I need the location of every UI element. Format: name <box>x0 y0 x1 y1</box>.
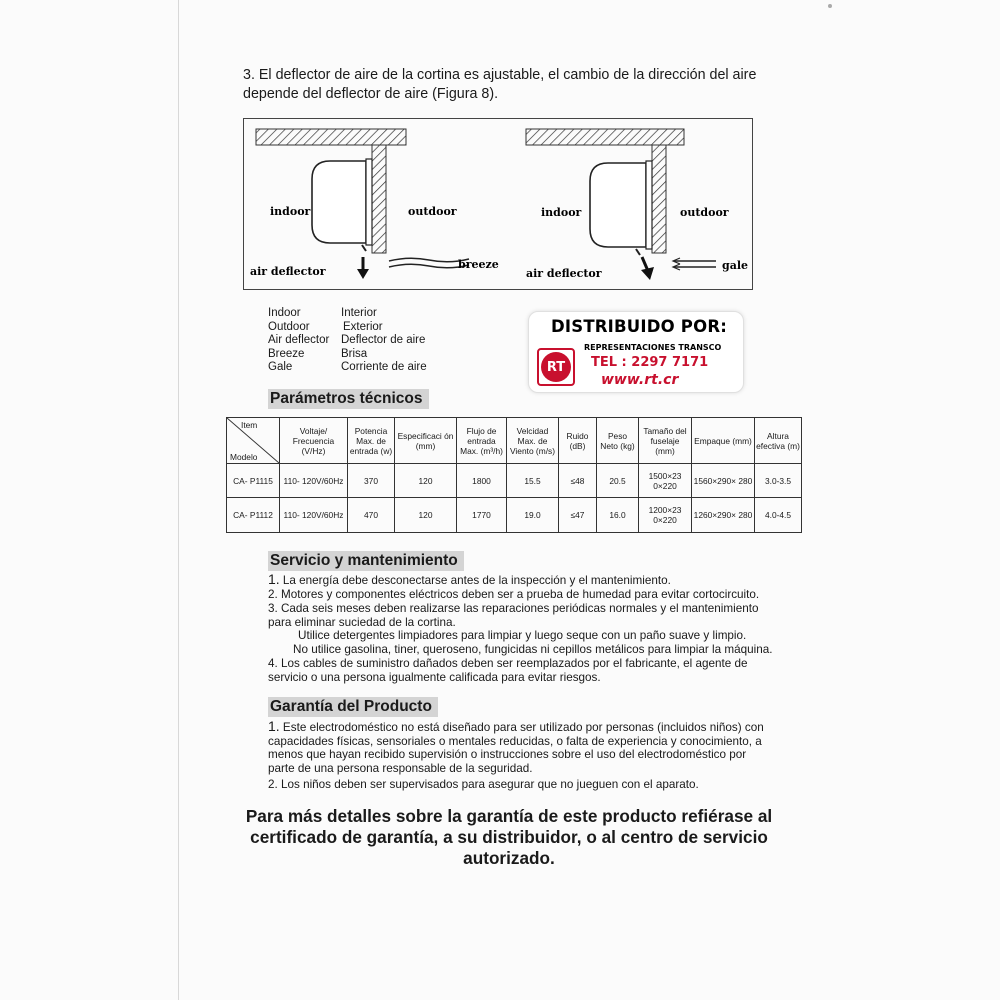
table-header: Peso Neto (kg) <box>597 418 639 464</box>
service-heading: Servicio y mantenimiento <box>268 551 464 571</box>
label-indoor-right: indoor <box>541 206 582 219</box>
service-item-2: 2. Motores y componentes eléctricos deben ser a prueba de humedad para evitar cortocircuito. <box>268 588 760 601</box>
table-header: Flujo de entrada Max. (m³/h) <box>457 418 507 464</box>
right-diagram <box>526 129 748 280</box>
table-header: Ruido (dB) <box>559 418 597 464</box>
table-cell: 4.0-4.5 <box>755 498 802 533</box>
service-item-3-sub-1: Utilice detergentes limpiadores para limpiar y luego seque con un paño suave y limpio. <box>298 629 747 642</box>
table-cell: 1260×290× 280 <box>692 498 755 533</box>
air-curtain-unit <box>312 161 366 243</box>
table-cell: 16.0 <box>597 498 639 533</box>
table-header: Especificaci ón (mm) <box>395 418 457 464</box>
breeze-lines <box>389 258 469 268</box>
service-item-3: 3. Cada seis meses deben realizarse las reparaciones periódicas normales y el mantenimiento para eliminar suciedad de la cortina. <box>268 602 759 629</box>
table-header: Altura efectiva (m) <box>755 418 802 464</box>
label-air-deflector-right: air deflector <box>526 267 602 280</box>
distributor-sticker <box>528 311 744 393</box>
legend-row: Outdoor Exterior <box>268 320 383 333</box>
distributor-phone: TEL : 2297 7171 <box>591 355 709 370</box>
page-mark <box>828 4 832 8</box>
table-header: Velcidad Max. de Viento (m/s) <box>507 418 559 464</box>
service-item-3-sub-2: No utilice gasolina, tiner, queroseno, fungicidas ni cepillos metálicos para limpiar la máquina. <box>293 643 773 656</box>
table-cell: 1200×23 0×220 <box>639 498 692 533</box>
table-cell: 110- 120V/60Hz <box>280 464 348 498</box>
params-heading: Parámetros técnicos <box>268 389 429 409</box>
table-header: Potencia Max. de entrada (w) <box>348 418 395 464</box>
warranty-item-1: 1. Este electrodoméstico no está diseñado para ser utilizado por personas (incluidos niños) con capacidades físicas, sensoriales o mentales reducidas, o falta de experiencia y conocimiento, a menos que hayan recibido supervisión o instrucciones sobre el uso del electrodoméstico por parte de una persona responsable de la seguridad. <box>268 718 764 776</box>
table-row <box>227 498 802 533</box>
label-indoor: indoor <box>270 205 311 218</box>
params-table <box>226 417 802 533</box>
left-diagram <box>250 129 499 279</box>
intro-paragraph: 3. El deflector de aire de la cortina es ajustable, el cambio de la dirección del aire depende del deflector de aire (Figura 8). <box>243 67 757 102</box>
angled-arrow-icon <box>641 267 654 280</box>
air-curtain-unit-right <box>590 163 646 247</box>
distributor-website: www.rt.cr <box>601 372 679 388</box>
deflector-mark <box>362 245 366 251</box>
table-cell: 370 <box>348 464 395 498</box>
label-breeze: breeze <box>458 258 499 271</box>
rt-logo: RT <box>537 348 575 386</box>
table-cell: 19.0 <box>507 498 559 533</box>
table-cell-model: CA- P1112 <box>227 498 280 533</box>
legend-row: Indoor Interior <box>268 307 377 319</box>
table-cell: 110- 120V/60Hz <box>280 498 348 533</box>
table-cell: 3.0-3.5 <box>755 464 802 498</box>
legend-row: Gale Corriente de aire <box>268 361 427 374</box>
table-cell: 1770 <box>457 498 507 533</box>
table-cell-model: CA- P1115 <box>227 464 280 498</box>
distributor-company: REPRESENTACIONES TRANSCO <box>584 343 722 352</box>
table-cell: 20.5 <box>597 464 639 498</box>
legend-row: Breeze Brisa <box>268 347 368 360</box>
label-outdoor: outdoor <box>408 205 457 218</box>
table-row <box>227 464 802 498</box>
table-cell: ≤48 <box>559 464 597 498</box>
table-header: Empaque (mm) <box>692 418 755 464</box>
table-cell: 470 <box>348 498 395 533</box>
table-header: Tamaño del fuselaje (mm) <box>639 418 692 464</box>
table-cell: 120 <box>395 464 457 498</box>
table-cell: 120 <box>395 498 457 533</box>
label-air-deflector: air deflector <box>250 265 326 278</box>
legend-row: Air deflector Deflector de aire <box>268 334 426 347</box>
warranty-heading: Garantía del Producto <box>268 697 438 717</box>
translation-legend <box>268 307 427 375</box>
service-item-1: 1. La energía debe desconectarse antes de la inspección y el mantenimiento. <box>268 571 671 587</box>
figure-8 <box>243 118 753 290</box>
table-cell: ≤47 <box>559 498 597 533</box>
table-header: Voltaje/ Frecuencia (V/Hz) <box>280 418 348 464</box>
page-edge-line <box>178 0 179 1000</box>
distributor-title: DISTRIBUIDO POR: <box>551 317 728 336</box>
label-outdoor-right: outdoor <box>680 206 729 219</box>
table-header-row <box>227 418 802 464</box>
service-item-4: 4. Los cables de suministro dañados deben ser reemplazados por el fabricante, el agente de servicio o una persona igualmente calificada para evitar riesgos. <box>268 657 748 684</box>
table-cell: 1500×23 0×220 <box>639 464 692 498</box>
table-cell: 1560×290× 280 <box>692 464 755 498</box>
warranty-item-2: 2. Los niños deben ser supervisados para asegurar que no jueguen con el aparato. <box>268 778 699 791</box>
table-cell: 1800 <box>457 464 507 498</box>
final-note: Para más detalles sobre la garantía de este producto refiérase al certificado de garantía, a su distribuidor, o al centro de servicio autorizado. <box>245 806 773 868</box>
label-gale: gale <box>722 259 748 272</box>
down-arrow-icon <box>357 269 369 279</box>
figure-drawing <box>244 119 752 289</box>
table-cell: 15.5 <box>507 464 559 498</box>
table-corner-cell: Item Modelo <box>227 418 280 464</box>
